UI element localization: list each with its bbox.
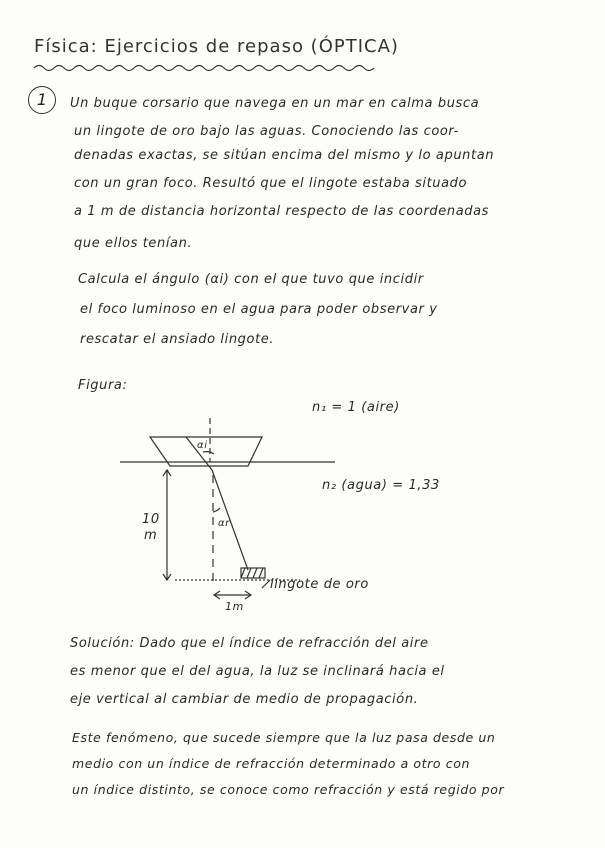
exercise-number: 1 bbox=[28, 86, 56, 114]
statement-line: que ellos tenían. bbox=[74, 236, 193, 251]
refraction-angle-label: αr bbox=[218, 518, 230, 529]
statement-line: Un buque corsario que navega en un mar en calma busca bbox=[70, 96, 480, 111]
figure-label: Figura: bbox=[78, 378, 128, 393]
incident-angle-label: αi bbox=[197, 440, 208, 451]
question-line: rescatar el ansiado lingote. bbox=[80, 332, 275, 347]
ingot-label: lingote de oro bbox=[270, 577, 369, 592]
page-title: Física: Ejercicios de repaso (ÓPTICA) bbox=[34, 36, 399, 57]
explanation-line: un índice distinto, se conoce como refracción y está regido por bbox=[72, 782, 505, 797]
statement-line: denadas exactas, se sitúan encima del mismo y lo apuntan bbox=[74, 148, 495, 163]
depth-unit: m bbox=[144, 528, 158, 543]
statement-line: un lingote de oro bajo las aguas. Conociendo las coor- bbox=[74, 124, 459, 139]
solution-line: Solución: Dado que el índice de refracción del aire bbox=[70, 636, 429, 651]
solution-line: eje vertical al cambiar de medio de propagación. bbox=[70, 692, 419, 707]
statement-line: con un gran foco. Resultó que el lingote estaba situado bbox=[74, 176, 468, 191]
incident-angle-arc bbox=[203, 452, 214, 454]
refraction-angle-arc bbox=[213, 508, 220, 512]
n1-label: n₁ = 1 (aire) bbox=[312, 400, 400, 415]
refraction-figure bbox=[120, 418, 335, 599]
title-wavy-underline bbox=[34, 66, 374, 71]
distance-label: 1m bbox=[225, 600, 244, 613]
ingot-pointer-arrow bbox=[262, 580, 270, 588]
question-line: Calcula el ángulo (αi) con el que tuvo que incidir bbox=[78, 272, 424, 287]
explanation-line: Este fenómeno, que sucede siempre que la luz pasa desde un bbox=[72, 730, 496, 745]
depth-value: 10 bbox=[142, 512, 160, 527]
explanation-line: medio con un índice de refracción determinado a otro con bbox=[72, 756, 470, 771]
solution-line: es menor que el del agua, la luz se inclinará hacia el bbox=[70, 664, 445, 679]
question-line: el foco luminoso en el agua para poder observar y bbox=[80, 302, 438, 317]
statement-line: a 1 m de distancia horizontal respecto de las coordenadas bbox=[74, 204, 490, 219]
n2-label: n₂ (agua) = 1,33 bbox=[322, 478, 440, 493]
